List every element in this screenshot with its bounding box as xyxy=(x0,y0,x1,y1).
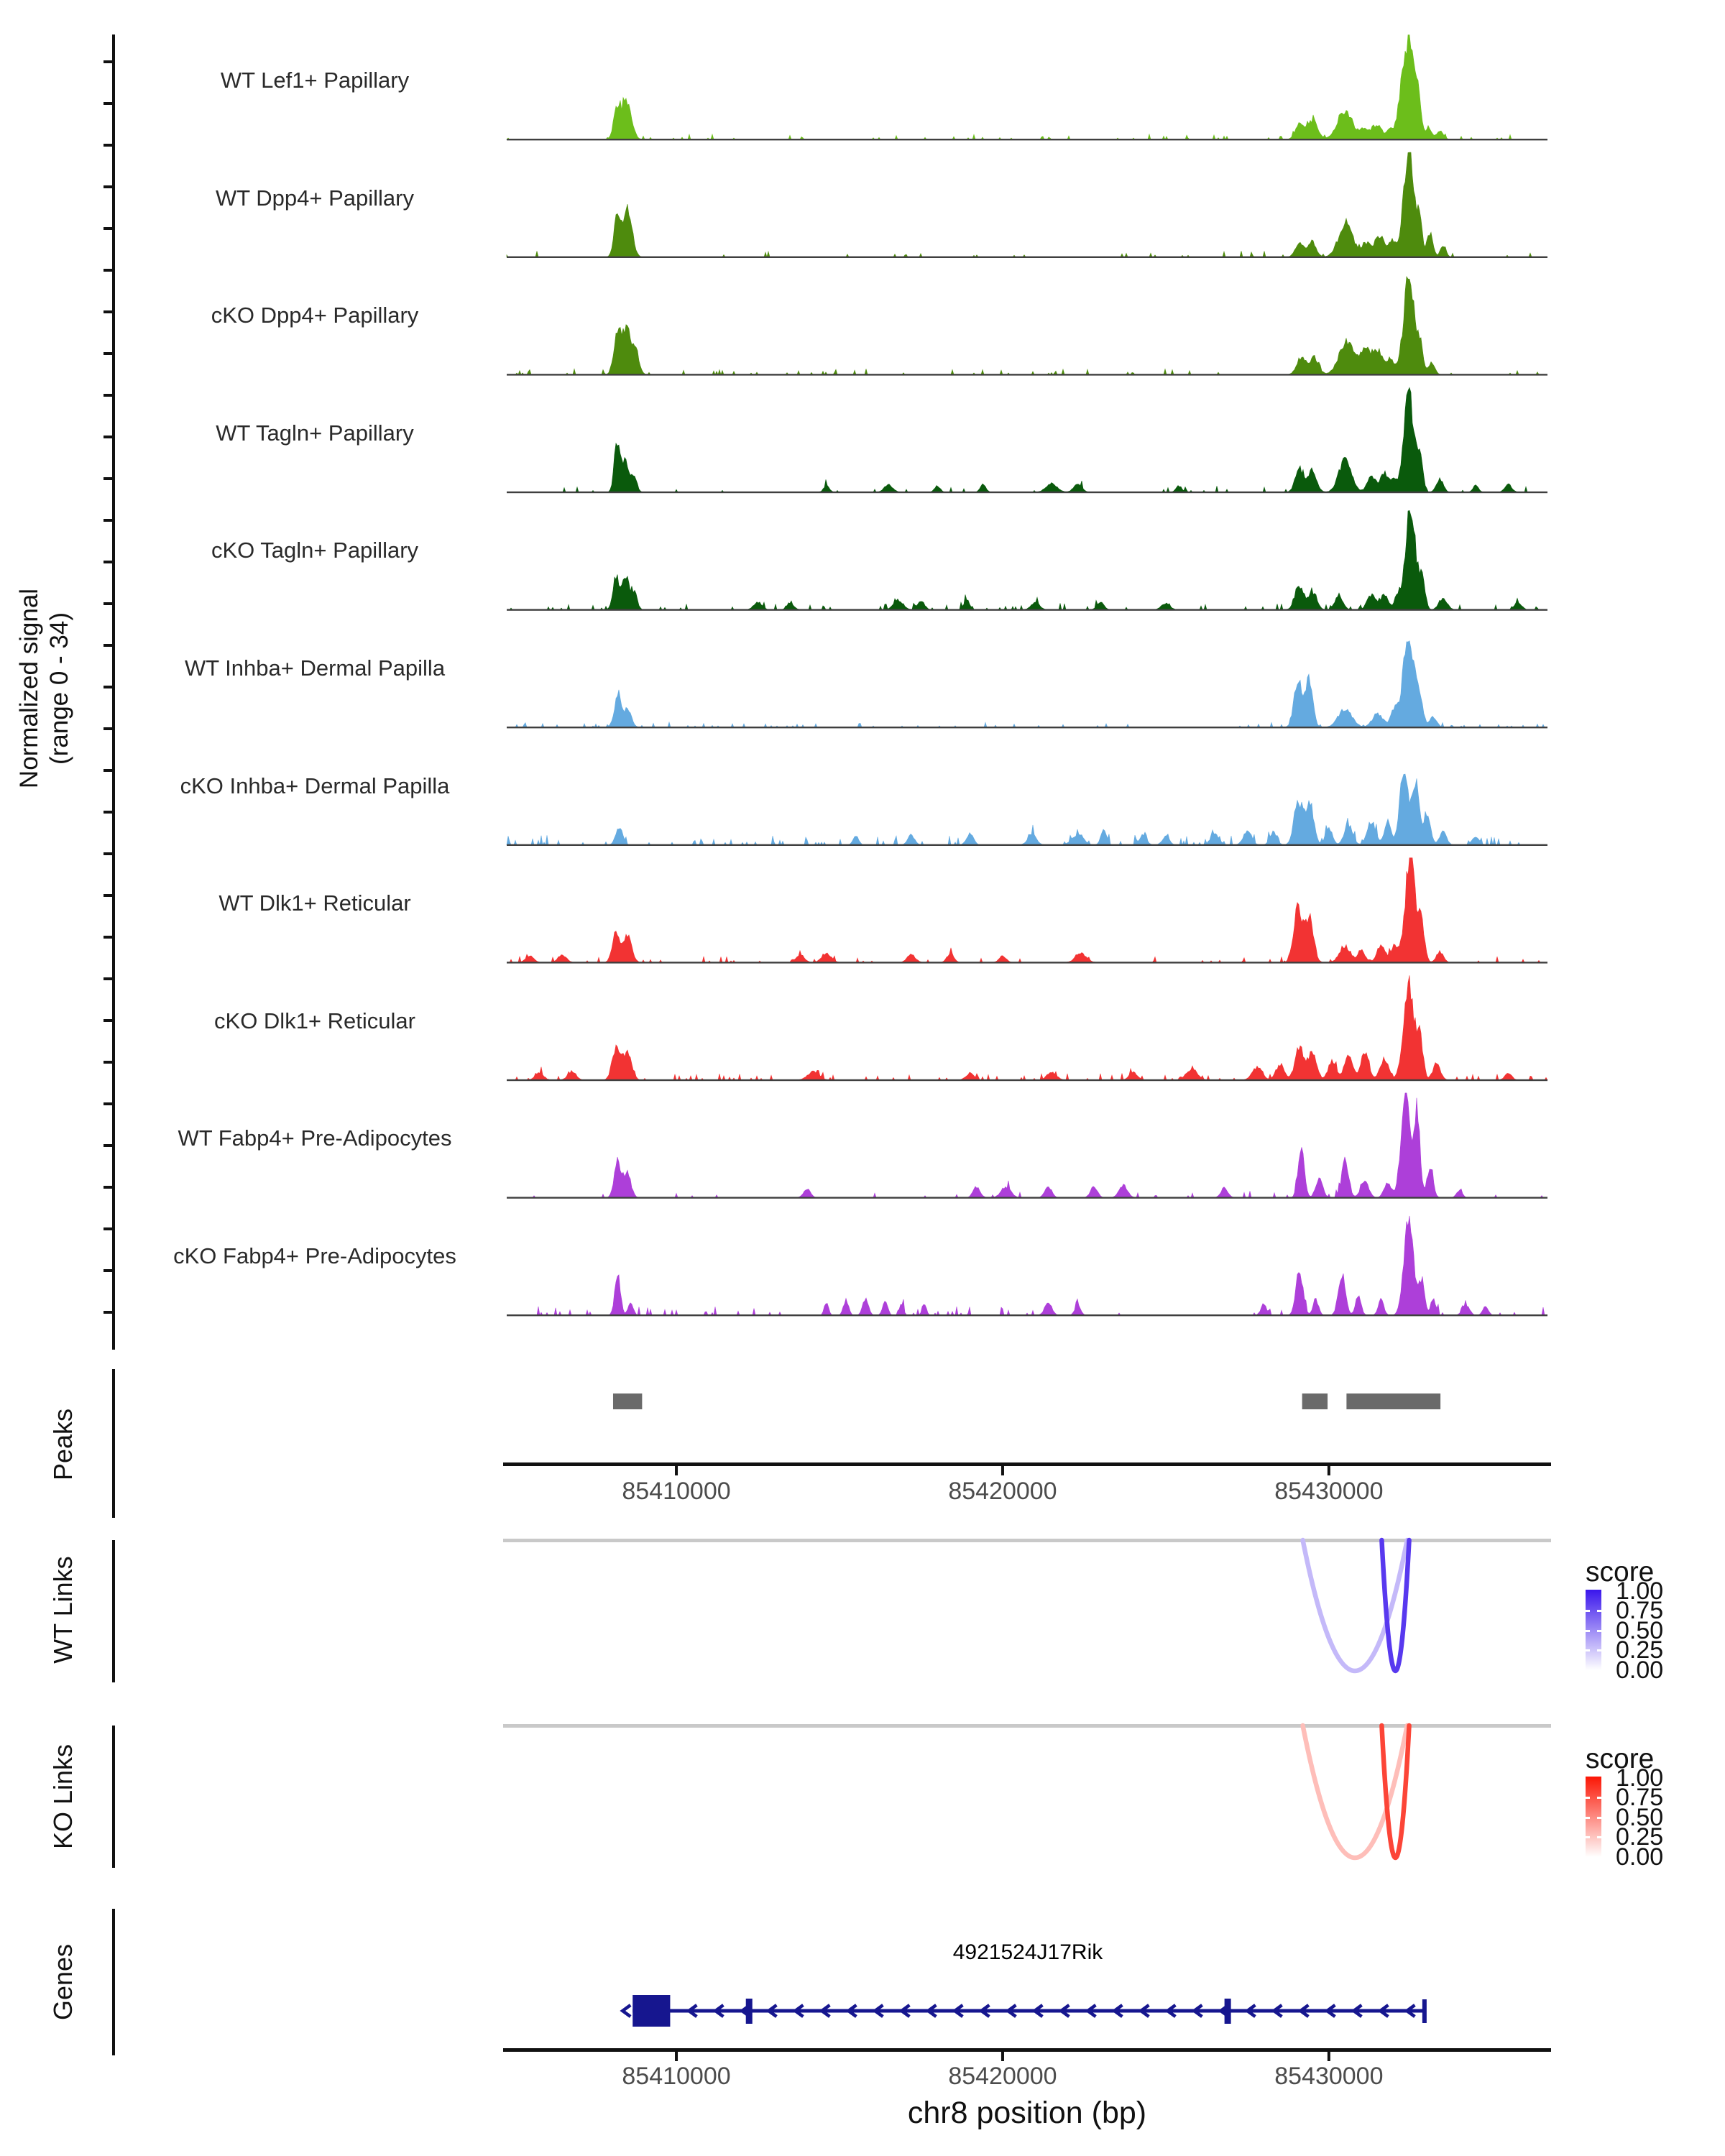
ko-legend-tick-label: 0.00 xyxy=(1616,1843,1664,1871)
signal-y-axis-tick xyxy=(104,269,112,272)
wt-legend-tick-label: 0.50 xyxy=(1616,1616,1664,1644)
coverage-area-3 xyxy=(507,387,1547,492)
y-axis-label xyxy=(14,589,75,788)
signal-y-axis-tick xyxy=(104,519,112,522)
coverage-area-1 xyxy=(507,152,1547,257)
signal-y-axis-tick xyxy=(104,852,112,855)
coverage-area-0 xyxy=(507,35,1547,140)
signal-y-axis-tick xyxy=(104,352,112,355)
ko-links-panel-label: KO Links xyxy=(48,1743,78,1850)
signal-track-1 xyxy=(507,152,1547,258)
signal-y-axis-tick xyxy=(104,1061,112,1064)
track-baseline-8 xyxy=(507,1079,1547,1081)
wt-legend-notch xyxy=(1586,1610,1590,1612)
signal-y-axis-tick xyxy=(104,727,112,730)
signal-y-axis-tick xyxy=(104,1102,112,1105)
genome-axis-tick-label: 85420000 xyxy=(948,2063,1057,2090)
genome-axis-tick xyxy=(675,2052,678,2061)
signal-track-2 xyxy=(507,277,1547,376)
wt-legend-tick-label: 0.00 xyxy=(1616,1656,1664,1684)
signal-y-axis-tick xyxy=(104,227,112,230)
wt-legend-notch xyxy=(1597,1610,1601,1612)
y-axis-label-line2: (range 0 - 34) xyxy=(45,612,73,765)
ko-legend-notch xyxy=(1597,1817,1601,1819)
track-label-1: WT Dpp4+ Papillary xyxy=(216,185,414,211)
signal-y-axis-tick xyxy=(104,977,112,980)
track-label-3: WT Tagln+ Papillary xyxy=(216,420,414,446)
gene-exon-2 xyxy=(1225,1999,1231,2024)
track-baseline-2 xyxy=(507,374,1547,375)
signal-y-axis-tick xyxy=(104,144,112,147)
wt-legend-notch xyxy=(1597,1630,1601,1632)
wt-links-legend-title: score xyxy=(1586,1557,1655,1588)
ko-legend-tick-label: 0.25 xyxy=(1616,1823,1664,1851)
ko-legend-notch xyxy=(1597,1836,1601,1838)
wt-legend-tick-label: 0.25 xyxy=(1616,1636,1664,1664)
gene-end-tick xyxy=(1422,1999,1427,2023)
track-baseline-10 xyxy=(507,1314,1547,1316)
peaks-panel-label: Peaks xyxy=(48,1408,78,1481)
track-label-6: cKO Inhba+ Dermal Papilla xyxy=(180,773,450,798)
signal-y-axis-tick xyxy=(104,394,112,397)
signal-y-axis-tick xyxy=(104,602,112,605)
signal-y-axis-tick xyxy=(104,1186,112,1189)
coverage-area-9 xyxy=(507,1093,1547,1198)
signal-y-axis-tick xyxy=(104,811,112,814)
wt-links-panel-label: WT Links xyxy=(48,1556,78,1664)
track-baseline-6 xyxy=(507,844,1547,846)
gene-model xyxy=(622,1995,1427,2027)
ko-legend-tick-label: 1.00 xyxy=(1616,1764,1664,1792)
track-baseline-7 xyxy=(507,962,1547,963)
signal-track-7 xyxy=(507,858,1547,964)
wt-legend-notch xyxy=(1597,1649,1601,1651)
coverage-area-5 xyxy=(507,641,1547,727)
ko-links-baseline xyxy=(503,1724,1551,1728)
signal-track-3 xyxy=(507,387,1547,493)
signal-track-8 xyxy=(507,975,1547,1081)
signal-y-axis-tick xyxy=(104,686,112,688)
wt-legend-tick-label: 1.00 xyxy=(1616,1577,1664,1605)
signal-y-axis-tick xyxy=(104,102,112,105)
track-label-7: WT Dlk1+ Reticular xyxy=(218,890,411,916)
signal-track-6 xyxy=(507,774,1547,846)
genome-axis-tick-label: 85420000 xyxy=(948,1478,1057,1505)
gene-name-label: 4921524J17Rik xyxy=(952,1940,1103,1964)
track-label-9: WT Fabp4+ Pre-Adipocytes xyxy=(178,1125,452,1151)
track-baseline-9 xyxy=(507,1197,1547,1198)
wt-legend-notch xyxy=(1586,1649,1590,1651)
genome-axis-tick xyxy=(675,1466,678,1475)
wt-legend-notch xyxy=(1586,1630,1590,1632)
ko-legend-notch xyxy=(1586,1817,1590,1819)
genome-axis-tick-label: 85430000 xyxy=(1274,1478,1384,1505)
coverage-area-6 xyxy=(507,774,1547,845)
y-axis-label-line1: Normalized signal xyxy=(15,588,43,789)
wt-links-bracket xyxy=(112,1540,115,1682)
signal-y-axis-tick xyxy=(104,1227,112,1230)
genome-axis-tick-label: 85410000 xyxy=(622,1478,731,1505)
gene-exon-1 xyxy=(746,1999,753,2024)
peaks-panel-bracket xyxy=(112,1369,115,1518)
signal-y-axis-tick xyxy=(104,1311,112,1314)
genome-axis-tick xyxy=(1001,1466,1004,1475)
track-baseline-4 xyxy=(507,609,1547,610)
x-axis-title: chr8 position (bp) xyxy=(907,2096,1147,2130)
signal-y-axis-tick xyxy=(104,60,112,63)
signal-track-10 xyxy=(507,1216,1547,1317)
signal-track-5 xyxy=(507,641,1547,729)
gene-strand-arrow xyxy=(622,2005,630,2017)
genes-panel-bracket xyxy=(112,1909,115,2055)
track-label-2: cKO Dpp4+ Papillary xyxy=(211,303,419,328)
signal-track-0 xyxy=(507,35,1547,141)
genome-axis-line xyxy=(503,1462,1551,1466)
genes-panel-label: Genes xyxy=(48,1943,78,2021)
genome-axis-tick xyxy=(1328,2052,1330,2061)
coverage-area-2 xyxy=(507,277,1547,374)
coverage-area-4 xyxy=(507,510,1547,609)
ko-links-bracket xyxy=(112,1726,115,1868)
genome-axis-tick xyxy=(1001,2052,1004,2061)
peak-interval-2 xyxy=(1346,1393,1440,1409)
ko-legend-tick-label: 0.75 xyxy=(1616,1784,1664,1812)
gene-exon-0 xyxy=(632,1995,670,2027)
track-label-5: WT Inhba+ Dermal Papilla xyxy=(184,655,446,681)
ko-legend-notch xyxy=(1586,1797,1590,1799)
coverage-area-8 xyxy=(507,975,1547,1080)
genome-axis-tick-label: 85410000 xyxy=(622,2063,731,2090)
peak-interval-0 xyxy=(613,1393,642,1409)
coverage-area-7 xyxy=(507,858,1547,963)
ko-legend-notch xyxy=(1586,1836,1590,1838)
genome-axis-tick xyxy=(1328,1466,1330,1475)
signal-y-axis-tick xyxy=(104,644,112,647)
track-label-4: cKO Tagln+ Papillary xyxy=(211,538,419,563)
genome-axis-tick-label: 85430000 xyxy=(1274,2063,1384,2090)
track-baseline-5 xyxy=(507,727,1547,728)
signal-track-9 xyxy=(507,1093,1547,1199)
track-label-10: cKO Fabp4+ Pre-Adipocytes xyxy=(173,1243,456,1268)
signal-track-4 xyxy=(507,510,1547,610)
track-baseline-3 xyxy=(507,492,1547,493)
track-label-8: cKO Dlk1+ Reticular xyxy=(214,1008,415,1033)
genome-axis-line xyxy=(503,2048,1551,2052)
ko-links-legend-title: score xyxy=(1586,1743,1655,1774)
ko-legend-tick-label: 0.50 xyxy=(1616,1803,1664,1831)
peak-interval-1 xyxy=(1302,1393,1328,1409)
track-baseline-1 xyxy=(507,257,1547,258)
track-label-0: WT Lef1+ Papillary xyxy=(220,68,410,93)
wt-links-baseline xyxy=(503,1539,1551,1542)
signal-y-axis-tick xyxy=(104,936,112,939)
wt-legend-tick-label: 0.75 xyxy=(1616,1597,1664,1625)
signal-y-axis-tick xyxy=(104,477,112,480)
coverage-area-10 xyxy=(507,1216,1547,1315)
track-baseline-0 xyxy=(507,139,1547,140)
ko-legend-notch xyxy=(1597,1797,1601,1799)
